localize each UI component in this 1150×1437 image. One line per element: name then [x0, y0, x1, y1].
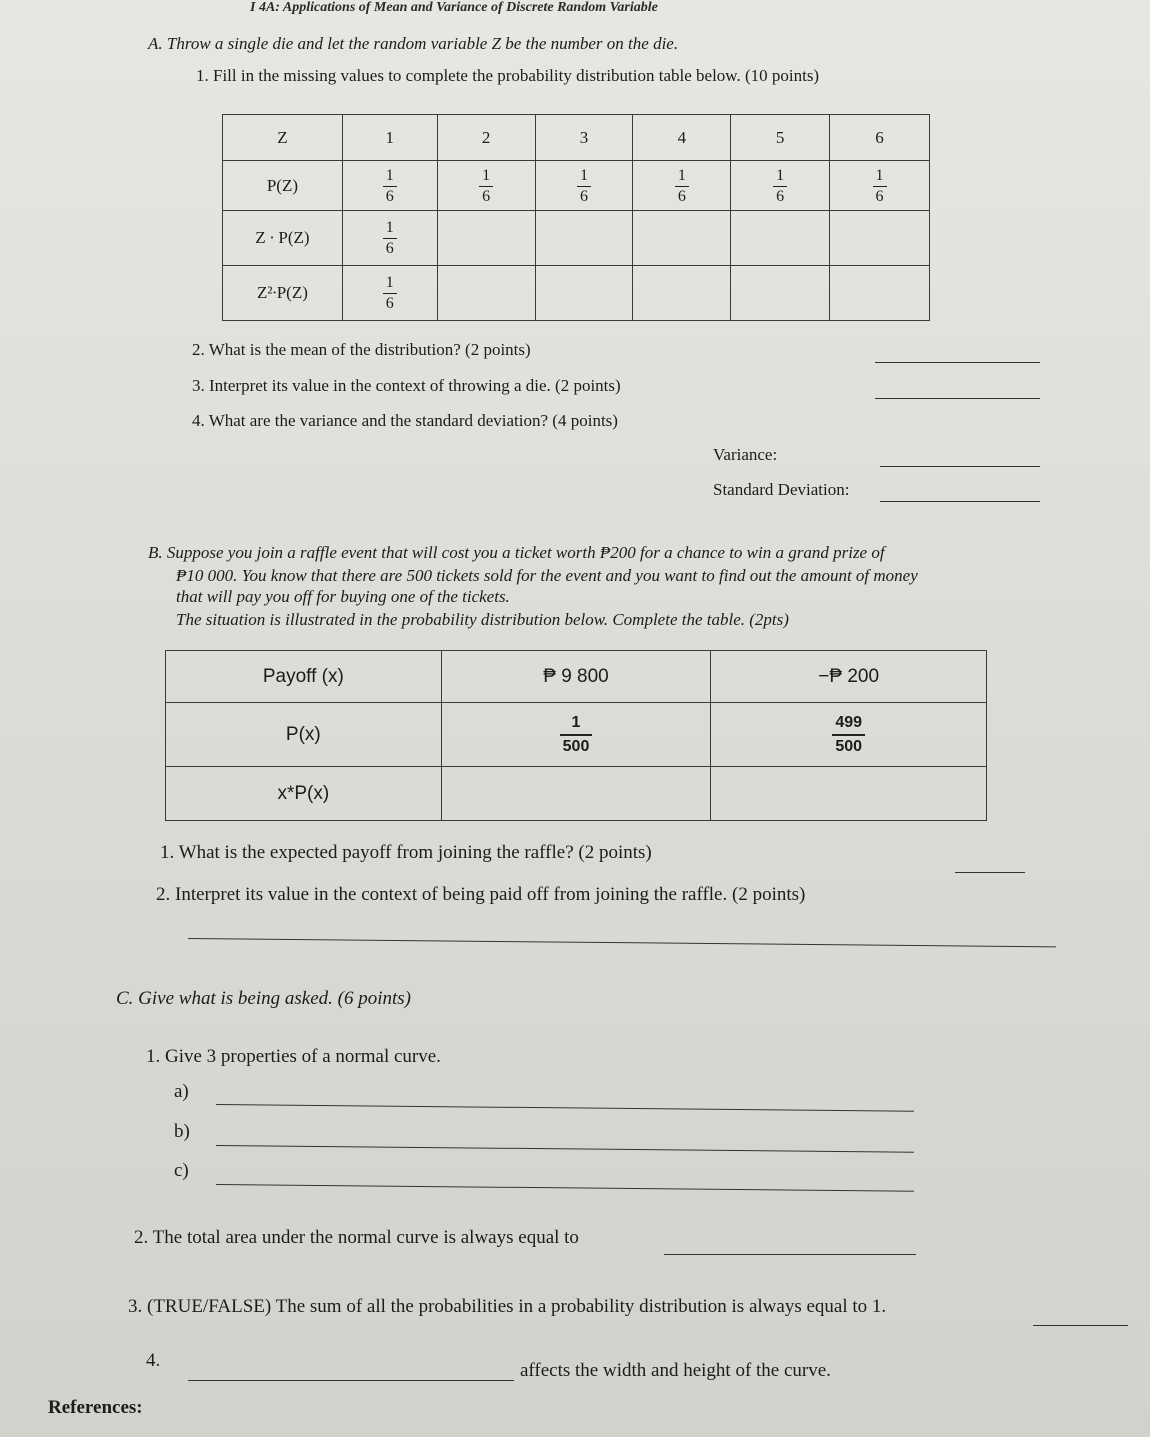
z-row — [223, 115, 930, 161]
pz-cell — [437, 161, 535, 211]
zpz-blank-cell[interactable] — [437, 211, 535, 266]
sd-label: Standard Deviation: — [713, 480, 850, 499]
z2pz-row — [223, 266, 930, 321]
fraction: $\frac{1}{6}$ — [773, 168, 787, 205]
part-a-q1: 1. Fill in the missing values to complete the probability distribution table below. (10 points) — [196, 66, 820, 85]
pz-cell — [342, 161, 437, 211]
part-a-q4: 4. What are the variance and the standard deviation? (4 points) — [192, 411, 618, 430]
raffle-distribution-table — [165, 650, 987, 821]
zpz-blank-cell[interactable] — [731, 211, 830, 266]
px-row — [166, 703, 987, 767]
z2pz-blank-cell[interactable] — [633, 266, 731, 321]
part-a-q3: 3. Interpret its value in the context of throwing a die. (2 points) — [192, 376, 621, 395]
px-cell — [441, 703, 711, 767]
part-c-intro: C. Give what is being asked. (6 points) — [116, 988, 411, 1009]
px-cell — [711, 703, 987, 767]
row-label-px: P(x) — [166, 703, 442, 767]
z2pz-blank-cell[interactable] — [830, 266, 930, 321]
xpx-blank-cell[interactable] — [441, 767, 711, 821]
area-answer-line[interactable] — [664, 1254, 916, 1255]
interpretation-line[interactable] — [188, 938, 1056, 947]
zpz-cell — [342, 211, 437, 266]
payoff-value: −₱ 200 — [711, 651, 987, 703]
z2pz-cell — [342, 266, 437, 321]
z2pz-blank-cell[interactable] — [535, 266, 633, 321]
row-label-payoff: Payoff (x) — [166, 651, 442, 703]
row-label-xpx: x*P(x) — [166, 767, 442, 821]
z-value: 1 — [342, 115, 437, 161]
pz-cell — [830, 161, 930, 211]
part-a-intro: A. Throw a single die and let the random variable Z be the number on the die. — [148, 34, 679, 53]
fraction: $\frac{1}{6}$ — [873, 168, 887, 205]
z-value: 2 — [437, 115, 535, 161]
part-b-line-2: ₱10 000. You know that there are 500 tickets sold for the event and you want to find out the amount of money — [176, 566, 918, 585]
part-c-q1: 1. Give 3 properties of a normal curve. — [146, 1046, 441, 1067]
fraction: $\frac{1}{6}$ — [577, 168, 591, 205]
pz-cell — [535, 161, 633, 211]
z-value: 6 — [830, 115, 930, 161]
q4-answer-line[interactable] — [188, 1380, 514, 1381]
part-c-q4-text: affects the width and height of the curve. — [520, 1360, 831, 1381]
option-a-line[interactable] — [216, 1104, 914, 1112]
xpx-row — [166, 767, 987, 821]
part-b-line-4: The situation is illustrated in the probability distribution below. Complete the table. (2pts) — [176, 610, 789, 629]
row-label-zpz: Z ∙ P(Z) — [223, 211, 343, 266]
part-a-q2: 2. What is the mean of the distribution? (2 points) — [192, 340, 531, 359]
die-distribution-table — [222, 114, 930, 321]
fraction: $\frac{1}{6}$ — [479, 168, 493, 205]
variance-label: Variance: — [713, 445, 778, 464]
z2pz-blank-cell[interactable] — [731, 266, 830, 321]
z-value: 4 — [633, 115, 731, 161]
sd-answer-line[interactable] — [880, 501, 1040, 502]
expected-payoff-line[interactable] — [955, 872, 1025, 873]
option-a-label: a) — [174, 1081, 189, 1102]
zpz-blank-cell[interactable] — [633, 211, 731, 266]
fraction: $\frac{1}{6}$ — [675, 168, 689, 205]
z2pz-blank-cell[interactable] — [437, 266, 535, 321]
row-label-z: Z — [223, 115, 343, 161]
worksheet-title: I 4A: Applications of Mean and Variance of Discrete Random Variable — [250, 0, 658, 15]
option-b-line[interactable] — [216, 1145, 914, 1153]
payoff-value: ₱ 9 800 — [441, 651, 711, 703]
zpz-row — [223, 211, 930, 266]
fraction: $\frac{1}{6}$ — [383, 168, 397, 205]
z-value: 5 — [731, 115, 830, 161]
fraction: $\frac{1}{6}$ — [383, 275, 397, 312]
part-b-q2: 2. Interpret its value in the context of being paid off from joining the raffle. (2 points) — [156, 884, 806, 905]
part-c-q3: 3. (TRUE/FALSE) The sum of all the probabilities in a probability distribution is always equal to 1. — [128, 1296, 887, 1317]
part-b-line-1: B. Suppose you join a raffle event that will cost you a ticket worth ₱200 for a chance to win a grand prize of — [148, 543, 885, 562]
references-label: References: — [48, 1397, 143, 1418]
part-b-line-3: that will pay you off for buying one of the tickets. — [176, 587, 510, 606]
z-value: 3 — [535, 115, 633, 161]
part-b-q1: 1. What is the expected payoff from joining the raffle? (2 points) — [160, 842, 652, 863]
row-label-z2pz: Z²∙P(Z) — [223, 266, 343, 321]
option-c-label: c) — [174, 1160, 189, 1181]
fraction: $\frac{1}{6}$ — [383, 220, 397, 257]
part-c-q4-number: 4. — [146, 1350, 161, 1371]
zpz-blank-cell[interactable] — [535, 211, 633, 266]
payoff-row — [166, 651, 987, 703]
interpret-answer-line[interactable] — [875, 398, 1040, 399]
option-c-line[interactable] — [216, 1184, 914, 1192]
row-label-pz: P(Z) — [223, 161, 343, 211]
part-c-q2: 2. The total area under the normal curve is always equal to — [134, 1227, 579, 1248]
option-b-label: b) — [174, 1121, 190, 1142]
pz-cell — [633, 161, 731, 211]
zpz-blank-cell[interactable] — [830, 211, 930, 266]
variance-answer-line[interactable] — [880, 466, 1040, 467]
mean-answer-line[interactable] — [875, 362, 1040, 363]
pz-cell — [731, 161, 830, 211]
xpx-blank-cell[interactable] — [711, 767, 987, 821]
fraction: $\frac{499}{500}$ — [832, 715, 865, 755]
true-false-line[interactable] — [1033, 1325, 1128, 1326]
pz-row — [223, 161, 930, 211]
fraction: $\frac{1}{500}$ — [560, 715, 593, 755]
